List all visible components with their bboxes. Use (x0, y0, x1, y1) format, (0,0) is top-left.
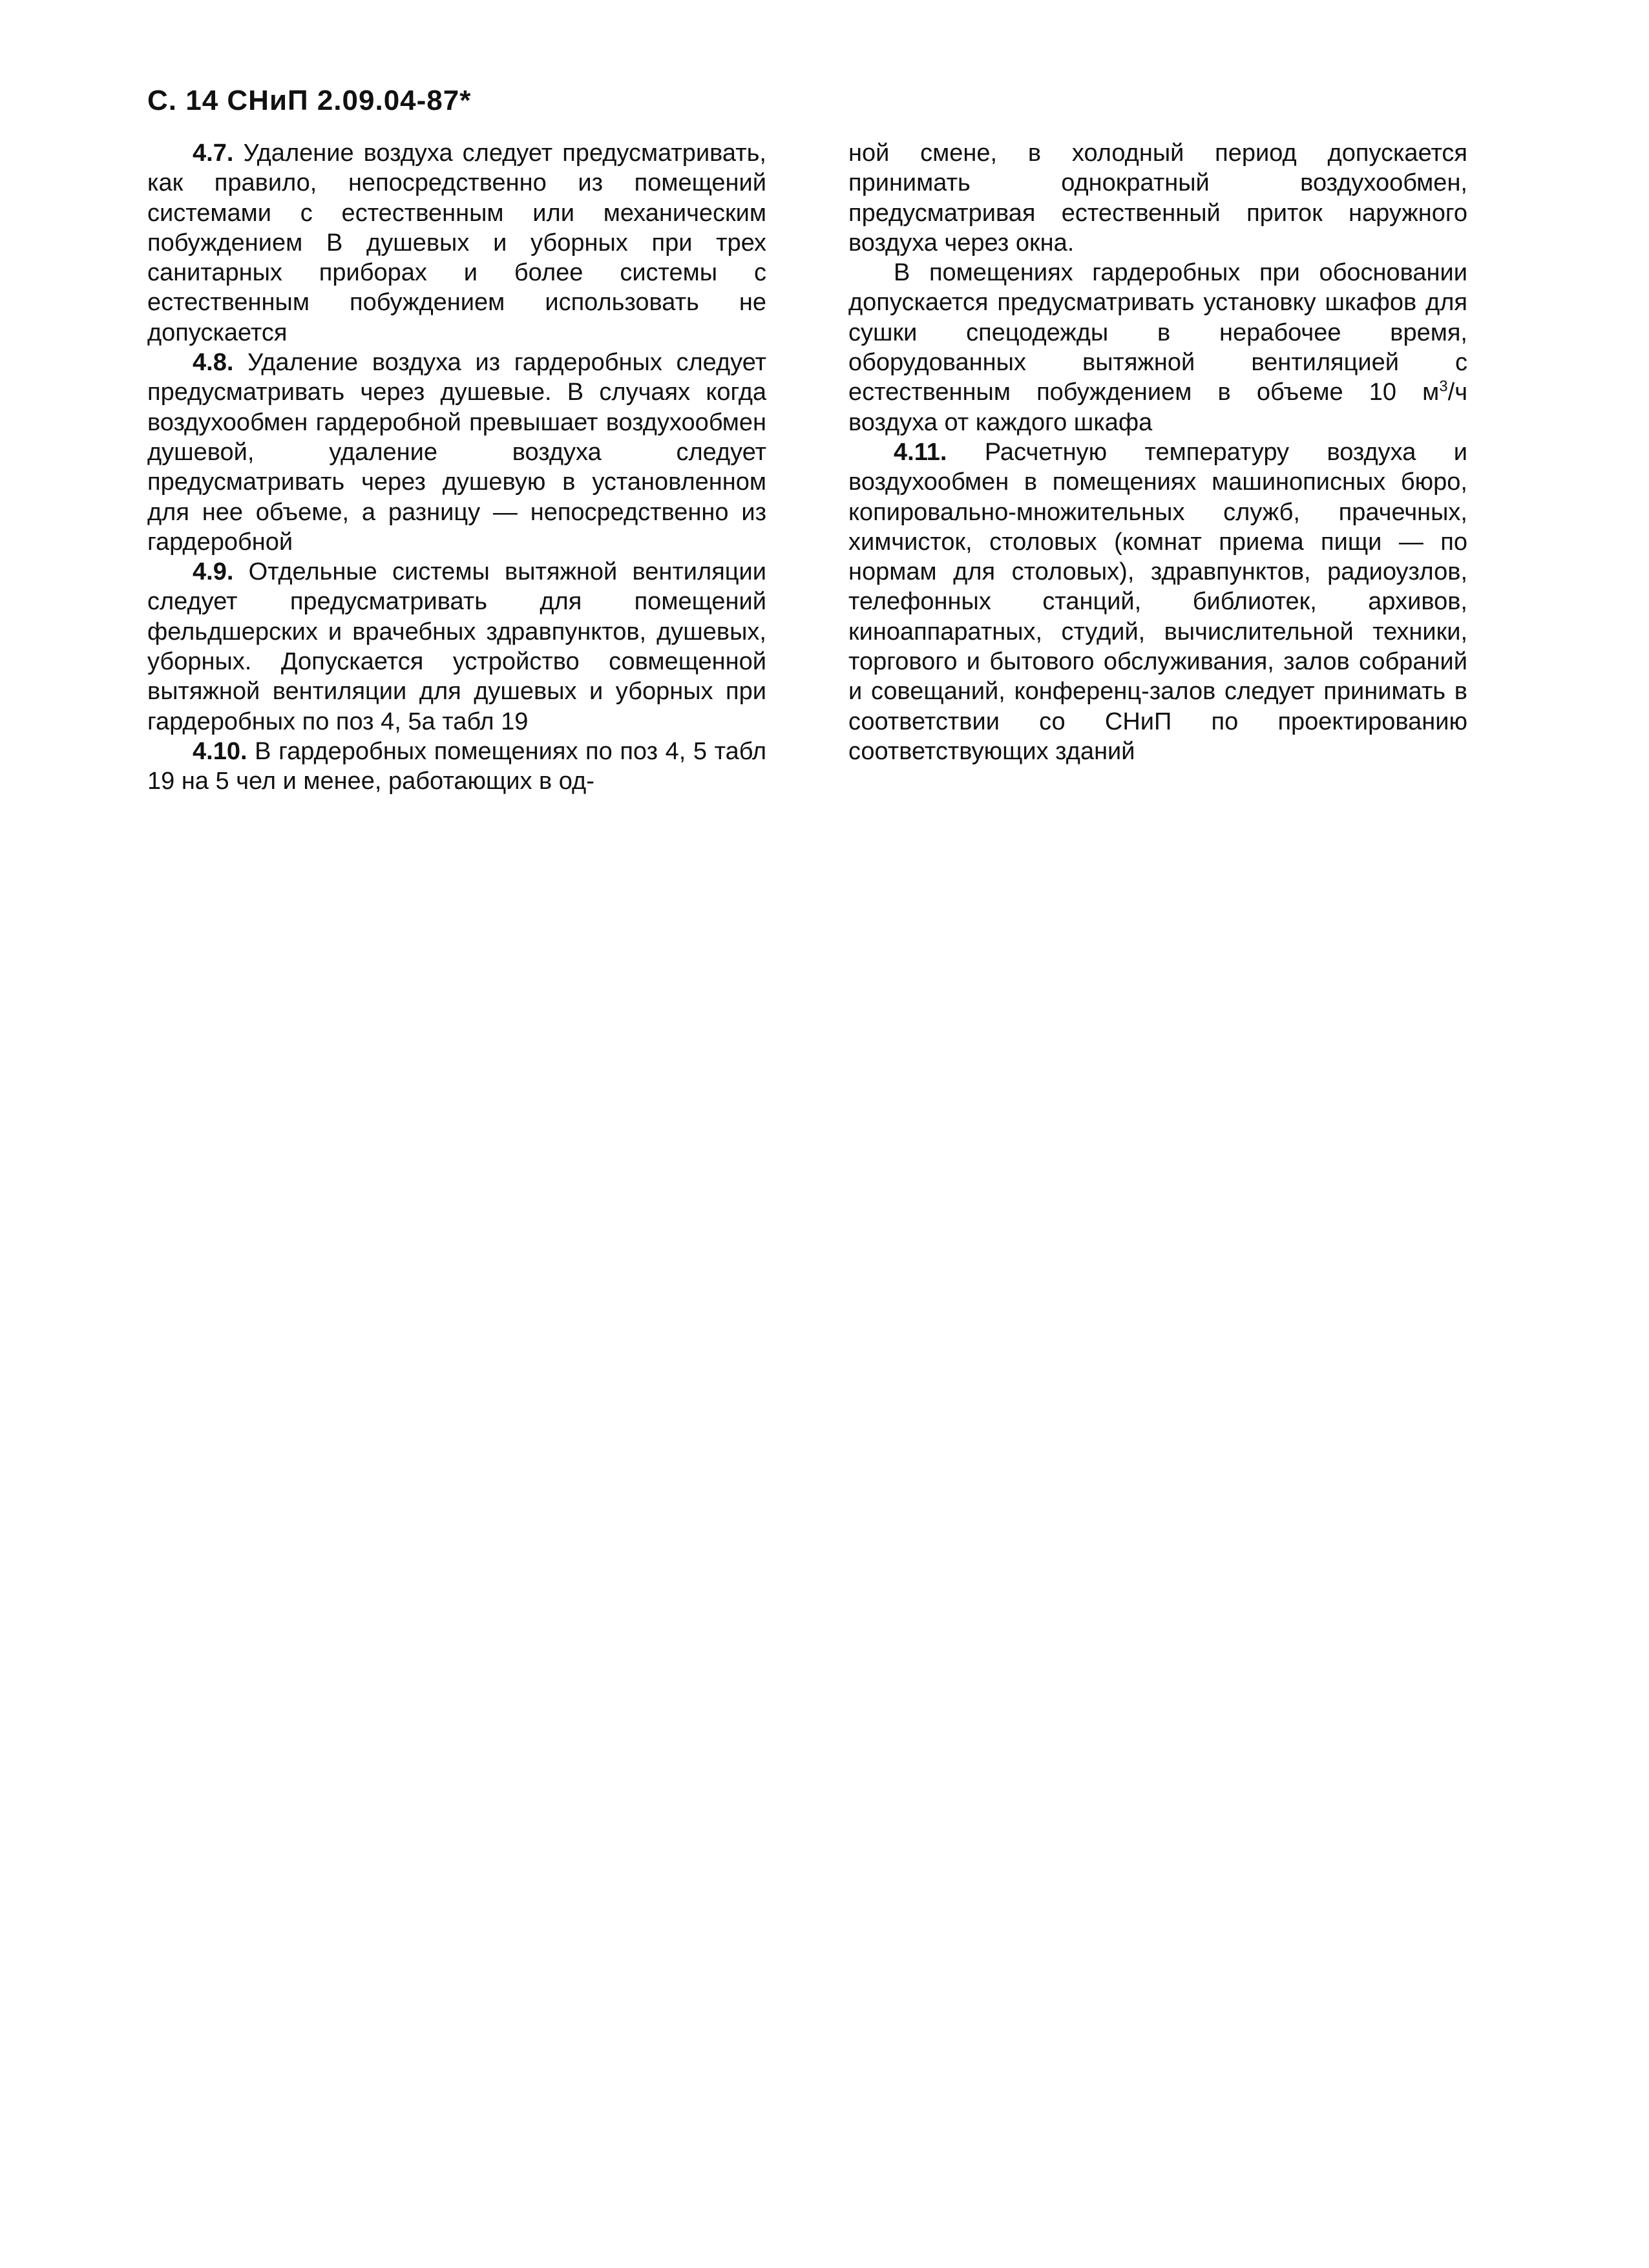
clause-number: 4.10. (193, 737, 247, 765)
clause-text: Удаление воздуха следует предусматривать, как правило, непосредственно из помещений системами с естественным или механическим побуждением В душевых и уборных при трех санитарных приборах и более системы с естественным побуждением использовать не допускается (147, 140, 766, 346)
clause-text: В гардеробных помещениях по поз 4, 5 табл 19 на 5 чел и менее, работающих в од- (147, 737, 766, 795)
paragraph-4-9 (147, 557, 766, 737)
paragraph-4-7 (147, 138, 766, 348)
clause-text: ной смене, в холодный период допускается принимать однократный воздухообмен, предусматривая естественный приток наружного воздуха через окна. (848, 140, 1467, 257)
clause-text: Расчетную температуру воздуха и воздухообмен в помещениях машинописных бюро, копировально-множительных служб, прачечных, химчисток, столовых (комнат приема пищи — по нормам для столовых), здравпунктов, радиоузлов, телефонных станций, библиотек, архивов, киноаппаратных, студий, вычислительной техники, торгового и бытового обслуживания, залов собраний и совещаний, конференц-залов следует принимать в соответствии со СНиП по проектированию соответствующих зданий (848, 438, 1467, 765)
clause-number: 4.7. (193, 140, 234, 167)
clause-text: Отдельные системы вытяжной вентиляции следует предусматривать для помещений фельдшерских и врачебных здравпунктов, душевых, уборных. Допускается устройство совмещенной вытяжной вентиляции для душевых и уборных при гардеробных по поз 4, 5а табл 19 (147, 558, 766, 735)
clause-number: 4.8. (193, 349, 234, 377)
clause-text-end: /ч воздуха от каждого шкафа (848, 379, 1467, 436)
paragraph-4-10-continued (848, 138, 1467, 258)
paragraph-4-11 (848, 437, 1467, 766)
clause-text: Удаление воздуха из гардеробных следует предусматривать через душевые. В случаях когда воздухообмен гардеробной превышает воздухообмен душевой, удаление воздуха следует предусматривать через душевую в установленном для нее объеме, а разницу — непосредственно из гардеробной (147, 349, 766, 556)
superscript: 3 (1439, 377, 1448, 395)
left-column (147, 138, 766, 797)
paragraph-4-8 (147, 348, 766, 557)
page-header: С. 14 СНиП 2.09.04-87* (147, 85, 472, 116)
paragraph-4-10-cabinets (848, 258, 1467, 437)
right-column (848, 138, 1467, 766)
paragraph-4-10 (147, 737, 766, 797)
clause-text: В помещениях гардеробных при обосновании допускается предусматривать установку шкафов для сушки спецодежды в нерабочее время, оборудованных вытяжной вентиляцией с естественным побуждением в объеме 10 м (848, 259, 1467, 406)
clause-number: 4.9. (193, 558, 234, 586)
clause-number: 4.11. (894, 438, 947, 466)
